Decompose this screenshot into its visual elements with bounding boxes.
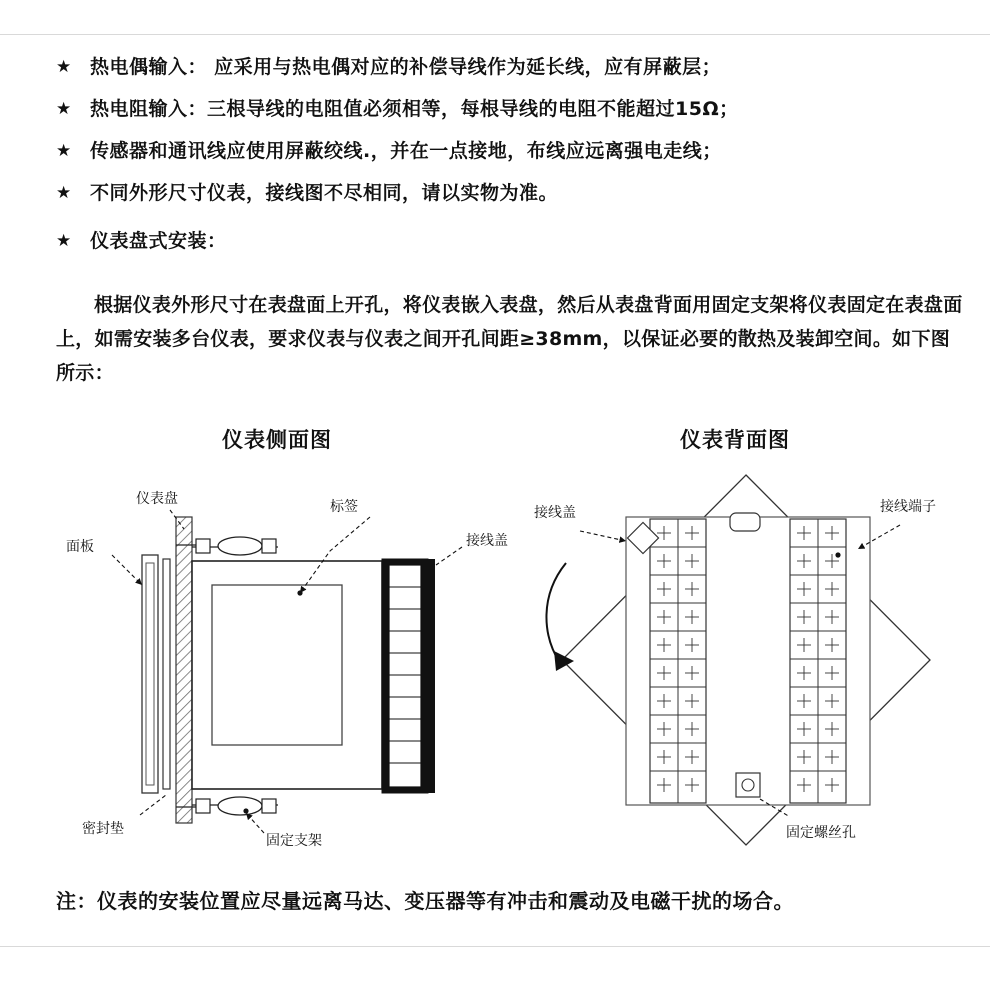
list-item [56,94,956,124]
body-paragraph: 根据仪表外形尺寸在表盘面上开孔，将仪表嵌入表盘，然后从表盘背面用固定支架将仪表固定在表盘面上，如需安装多台仪表，要求仪表与仪表之间开孔间距≥38mm，以保证必要的散热及装卸空间。如下图所示： [56,294,963,384]
list-item-text: 热电阻输入：三根导线的电阻值必须相等，每根导线的电阻不能超过15Ω； [90,98,739,120]
list-item [56,136,956,166]
list-item [56,178,956,208]
label-wiring-cover-back: 接线盖 [534,505,576,521]
list-item-text: 传感器和通讯线应使用屏蔽绞线.，并在一点接地，布线应远离强电走线； [90,140,722,162]
list-item [56,52,956,82]
star-icon: ★ [56,183,72,203]
wiring-cover-plate [428,559,435,793]
section-heading [56,226,956,256]
label-fixing-bracket: 固定支架 [266,833,322,849]
label-screw-hole: 固定螺丝孔 [786,825,856,841]
front-panel-inner [146,563,154,785]
label-panel-board: 仪表盘 [136,491,178,507]
panel-board-shape [176,517,192,823]
cover-tab [730,513,760,531]
label-tag: 标签 [330,499,358,515]
star-icon: ★ [56,231,72,251]
list-item-text: 不同外形尺寸仪表，接线图不尽相同，请以实物为准。 [90,182,559,204]
star-icon: ★ [56,99,72,119]
footer-note: 注：仪表的安装位置应尽量远离马达、变压器等有冲击和震动及电磁干扰的场合。 [56,889,794,913]
side-view-diagram [66,490,508,849]
list-item-text: 热电偶输入： 应采用与热电偶对应的补偿导线作为延长线，应有屏蔽层； [90,56,722,78]
screw-hole-inner [742,779,754,791]
label-wiring-terminal: 接线端子 [880,499,936,515]
back-view-diagram [534,475,936,845]
label-anchor-dot [297,590,302,595]
label-area [212,585,342,745]
label-wiring-cover-side: 接线盖 [466,533,508,549]
figure-title-side: 仪表侧面图 [222,428,332,452]
terminal-block-inner [389,565,421,787]
gasket-shape [163,559,170,789]
label-gasket: 密封垫 [82,821,124,837]
figure-title-back: 仪表背面图 [680,428,790,452]
star-icon: ★ [56,141,72,161]
bracket-anchor-dot [243,808,248,813]
terminal-anchor-dot [835,552,840,557]
top-divider [0,34,990,35]
bottom-divider [0,946,990,947]
label-front-panel: 面板 [66,539,94,555]
bullet-list [56,52,956,260]
figures-area [0,455,990,875]
section-heading-text: 仪表盘式安装： [90,230,227,252]
star-icon: ★ [56,57,72,77]
instrument-diagrams [0,455,990,875]
